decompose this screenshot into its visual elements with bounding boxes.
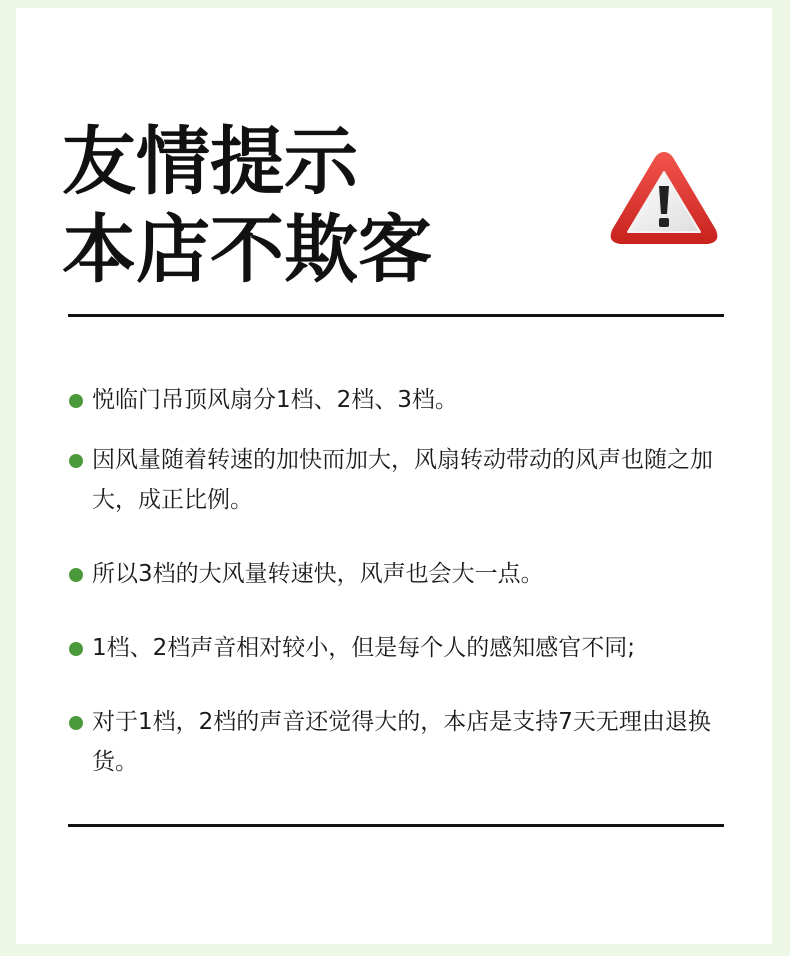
notice-list xyxy=(68,380,738,782)
list-item xyxy=(68,554,738,594)
list-item xyxy=(68,702,738,782)
bottom-divider xyxy=(68,824,724,827)
bullet-dot xyxy=(69,568,83,582)
list-item-text: 悦临门吊顶风扇分1档、2档、3档。 xyxy=(92,387,458,413)
heading-line-1: 友情提示 xyxy=(62,119,358,205)
list-item-text: 所以3档的大风量转速快，风声也会大一点。 xyxy=(92,561,544,587)
list-item xyxy=(68,628,738,668)
notice-heading xyxy=(62,118,432,294)
bullet-dot xyxy=(69,716,83,730)
warning-triangle-icon xyxy=(606,146,722,250)
heading-line-2: 本店不欺客 xyxy=(62,207,432,293)
list-item-text: 对于1档，2档的声音还觉得大的，本店是支持7天无理由退换货。 xyxy=(92,709,711,775)
bullet-dot xyxy=(69,394,83,408)
list-item xyxy=(68,380,738,420)
bullet-dot xyxy=(69,642,83,656)
list-item xyxy=(68,440,738,520)
top-divider xyxy=(68,314,724,317)
bullet-dot xyxy=(69,454,83,468)
list-item-text: 因风量随着转速的加快而加大，风扇转动带动的风声也随之加大，成正比例。 xyxy=(92,447,713,513)
list-item-text: 1档、2档声音相对较小，但是每个人的感知感官不同; xyxy=(92,635,636,661)
